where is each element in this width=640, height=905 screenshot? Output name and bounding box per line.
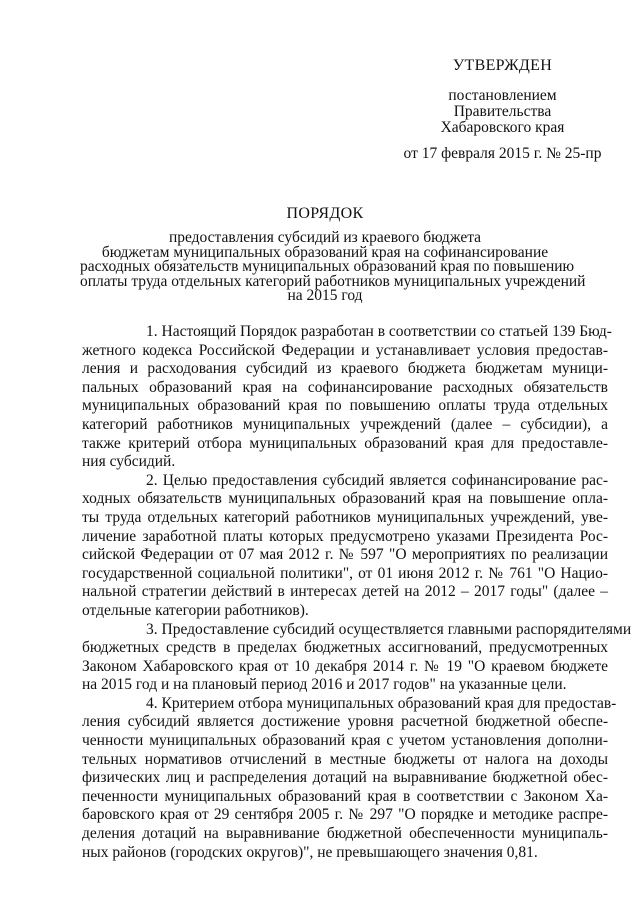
title-heading: ПОРЯДОК <box>286 205 364 222</box>
approval-line-3: Хабаровского края <box>440 119 565 136</box>
body-line: физических лиц и распределения дотаций на выравнивание бюджетной обес- <box>82 769 608 787</box>
body-line: ления субсидий является достижение уровня расчетной бюджетной обеспе- <box>82 713 608 731</box>
title-subtitle <box>80 229 586 305</box>
body-line: Законом Хабаровского края от 10 декабря 2014 г. № 19 "О краевом бюджете <box>82 657 608 675</box>
body-line: отдельные категории работников). <box>82 601 309 619</box>
body-line: 3. Предоставление субсидий осуществляется главными распорядителями <box>146 620 632 638</box>
body-line: ных районов (городских округов)", не превышающего значения 0,81. <box>82 843 538 861</box>
subtitle-line: на 2015 год <box>287 287 363 305</box>
document-body <box>82 323 632 862</box>
subtitle-line: бюджетам муниципальных образований края на софинансирование <box>101 243 549 261</box>
body-line: тельных нормативов отчислений в местные бюджеты от налога на доходы <box>82 750 608 768</box>
body-line: муниципальных образований края по повышению оплаты труда отдельных <box>82 397 608 415</box>
body-line: нальной стратегии действий в интересах детей на 2012 – 2017 годы" (далее – <box>82 583 608 601</box>
body-line: пальных образований края на софинансирование расходных обязательств <box>82 378 608 396</box>
body-line: ния субсидий. <box>82 453 176 471</box>
approval-line-1: постановлением <box>448 87 557 104</box>
document-title <box>80 205 586 305</box>
subtitle-line: предоставления субсидий из краевого бюджета <box>168 229 482 246</box>
body-line: сийской Федерации от 07 мая 2012 г. № 597 "О мероприятиях по реализации <box>82 546 608 564</box>
body-line: баровского края от 29 сентября 2005 г. № 297 "О порядке и методике распре- <box>82 806 608 824</box>
body-line: 1. Настоящий Порядок разработан в соответствии со статьей 139 Бюд- <box>146 323 612 340</box>
approval-line-2: Правительства <box>453 103 552 120</box>
approval-stamp <box>395 58 610 162</box>
body-line: на 2015 год и на плановый период 2016 и 2017 годов" на указанные цели. <box>82 676 567 694</box>
body-line: категорий работников муниципальных учреждений (далее – субсидии), а <box>82 415 608 433</box>
body-line: государственной социальной политики", от 01 июня 2012 г. № 761 "О Нацио- <box>82 564 608 582</box>
body-line: личение заработной платы которых предусмотрено указами Президента Рос- <box>82 527 608 545</box>
body-line: 4. Критерием отбора муниципальных образований края для предостав- <box>146 694 617 712</box>
body-line: ченности муниципальных образований края с учетом установления дополни- <box>82 732 608 750</box>
approval-date: от 17 февраля 2015 г. № 25-пр <box>403 145 602 162</box>
body-line: также критерий отбора муниципальных образований края для предоставле- <box>82 434 608 452</box>
subtitle-line: оплаты труда отдельных категорий работников муниципальных учреждений <box>80 272 586 290</box>
body-line: жетного кодекса Российской Федерации и устанавливает условия предостав- <box>82 341 608 359</box>
body-line: ходных обязательств муниципальных образований края на повышение опла- <box>82 490 608 508</box>
body-line: ления и расходования субсидий из краевого бюджета бюджетам муници- <box>82 360 608 378</box>
body-line: деления дотаций на выравнивание бюджетной обеспеченности муниципаль- <box>82 825 608 843</box>
approved-label: УТВЕРЖДЕН <box>452 57 553 74</box>
body-line: 2. Целью предоставления субсидий является софинансирование рас- <box>146 471 608 489</box>
body-line: бюджетных средств в пределах бюджетных ассигнований, предусмотренных <box>82 639 608 657</box>
subtitle-line: расходных обязательств муниципальных образований края по повышению <box>80 258 575 276</box>
body-line: ты труда отдельных категорий работников муниципальных учреждений, уве- <box>82 508 608 526</box>
body-line: печенности муниципальных образований края в соответствии с Законом Ха- <box>82 787 608 805</box>
